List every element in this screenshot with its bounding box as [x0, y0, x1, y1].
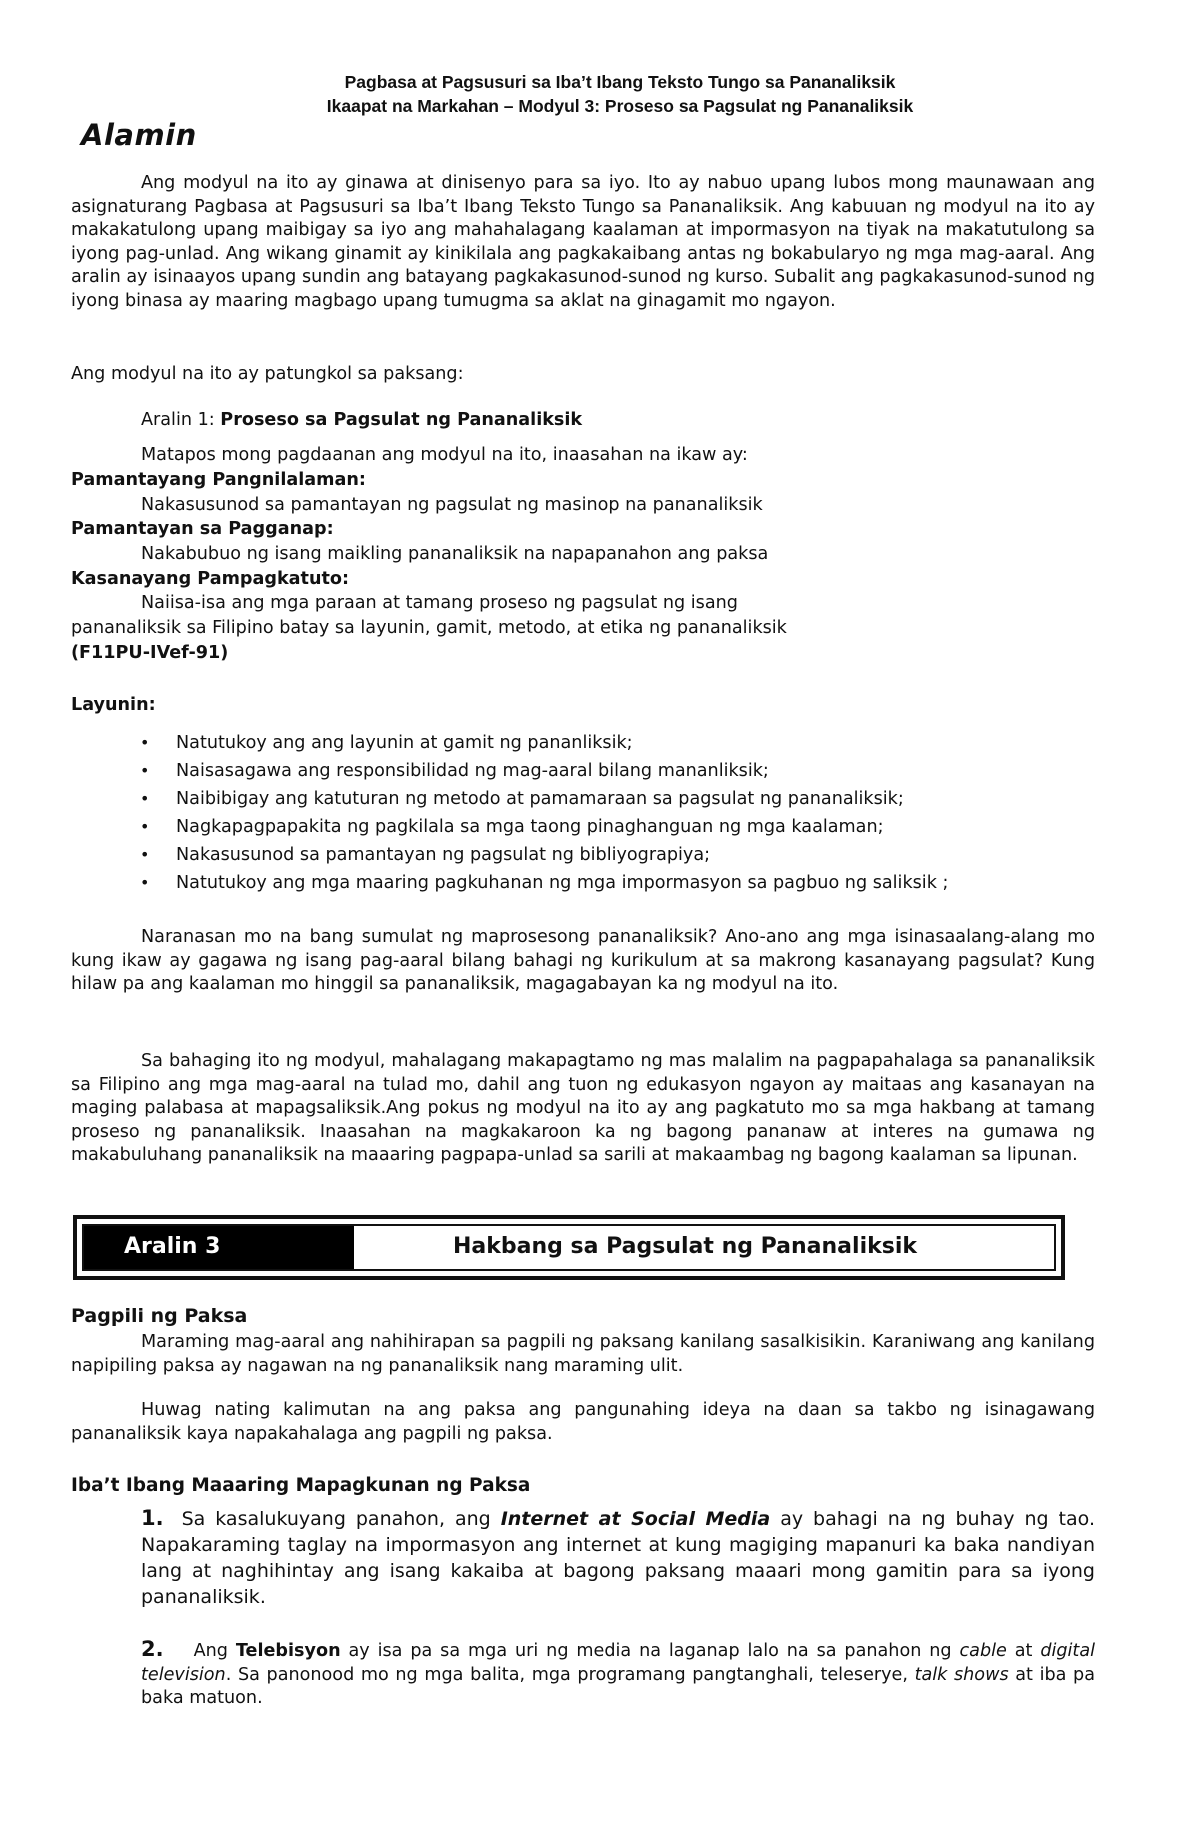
list-item: • Naibibigay ang katuturan ng metodo at pamamaraan sa pagsulat ng pananaliksik; [140, 786, 948, 814]
sources-heading: Iba’t Ibang Maaaring Mapagkunan ng Paksa [71, 1475, 531, 1496]
topic-intro: Ang modyul na ito ay patungkol sa paksang: [71, 364, 464, 384]
list-item: • Natutukoy ang ang layunin at gamit ng pananliksik; [140, 730, 948, 758]
naranasan-paragraph: Naranasan mo na bang sumulat ng maprosesong pananaliksik? Ano-ano ang mga isinasaalang-alang mo kung ikaw ay gagawa ng isang pag-aaral bilang bahagi ng kurikulum at sa makrong kasanayang pagsulat? Kung hilaw pa ang kaalaman mo hinggil sa pananaliksik, magagabayan ka ng modyul na ito. [71, 927, 1095, 994]
aralin1-line [141, 408, 582, 432]
pagpili-paragraph-1: Maraming mag-aaral ang nahihirapan sa pagpili ng paksang kanilang sasalkisikin. Karaniwang ang kanilang napipiling paksa ay nagawan na ng pananaliksik nang maraming ulit. [71, 1332, 1095, 1376]
italic-term: digital television [141, 1641, 1095, 1685]
lesson-banner [73, 1215, 1065, 1280]
italic-term: talk shows [914, 1664, 1009, 1685]
item-text: . Sa panonood mo ng mga balita, mga programang pangtanghali, teleserye, [225, 1664, 915, 1685]
emphasis: Telebisyon [235, 1641, 341, 1661]
header-line-1: Pagbasa at Pagsusuri sa Iba’t Ibang Teksto Tungo sa Pananaliksik [344, 72, 896, 92]
emphasis: Internet at Social Media [500, 1508, 771, 1530]
pagganap-text: Nakabubuo ng isang maikling pananaliksik na napapanahon ang paksa [141, 544, 769, 564]
banner-frame [82, 1224, 1056, 1271]
list-item: • Nagkapagpapakita ng pagkilala sa mga taong pinaghanguan ng mga kaalaman; [140, 814, 948, 842]
layunin-list [140, 730, 948, 898]
banner-label: Aralin 3 [84, 1226, 354, 1269]
item-text: Sa kasalukuyang panahon, ang [181, 1508, 501, 1530]
italic-term: cable [959, 1641, 1007, 1661]
competency-code: (F11PU-IVef-91) [71, 643, 229, 663]
source-item-2 [141, 1638, 1095, 1711]
item-text: at [1006, 1641, 1041, 1661]
item-text: at iba pa baka matuon. [141, 1664, 1095, 1708]
item-text: ay bahagi na ng buhay ng tao. Napakaraming taglay na impormasyon ang internet at kung magiging mapanuri ka baka nandiyan lang at naghihintay ang isang kakaiba at bagong paksang maaari mong gamitin para sa iyong pananaliksik. [141, 1508, 1095, 1608]
pagganap-label: Pamantayan sa Pagganap: [71, 519, 334, 539]
header-line-2: Ikaapat na Markahan – Modyul 3: Proseso sa Pagsulat ng Pananaliksik [326, 96, 914, 116]
item-text: ay isa pa sa mga uri ng media na laganap lalo na sa panahon ng [340, 1641, 960, 1661]
pangnilalaman-text: Nakasusunod sa pamantayan ng pagsulat ng masinop na pananaliksik [141, 495, 763, 515]
aralin1-prefix: Aralin 1: [141, 410, 221, 430]
pagpili-paragraph-2: Huwag nating kalimutan na ang paksa ang pangunahing ideya na daan sa takbo ng isinagawang pananaliksik kaya napakahalaga ang pagpili ng paksa. [71, 1400, 1095, 1444]
pagpili-heading: Pagpili ng Paksa [71, 1305, 248, 1327]
matapos-line: Matapos mong pagdaanan ang modyul na ito, inaasahan na ikaw ay: [141, 445, 748, 465]
list-item: • Natutukoy ang mga maaring pagkuhanan ng mga impormasyon sa pagbuo ng saliksik ; [140, 870, 948, 898]
bahagi-paragraph: Sa bahaging ito ng modyul, mahalagang makapagtamo ng mas malalim na pagpapahalaga sa pananaliksik sa Filipino ang mga mag-aaral na tulad mo, dahil ang tuon ng edukasyon ngayon ay maitaas ang kasanayan na maging palabasa at mapagsaliksik.Ang pokus ng modyul na ito ay ang pagkatuto mo sa mga hakbang at tamang proseso ng pananaliksik. Inaasahan na magkakaroon ka ng bagong pananaw at interes na gumawa ng makabuluhang pananaliksik na maaaring pagpapa-unlad sa sarili at makaambag ng bagong kaalaman sa lipunan. [71, 1051, 1095, 1165]
item-number: 2. [141, 1637, 164, 1661]
kasanayan-label: Kasanayang Pampagkatuto: [71, 569, 350, 589]
banner-title: Hakbang sa Pagsulat ng Pananaliksik [452, 1234, 918, 1259]
kasanayan-line-1: Naiisa-isa ang mga paraan at tamang proseso ng pagsulat ng isang [141, 593, 738, 613]
layunin-label: Layunin: [71, 695, 156, 715]
pangnilalaman-label: Pamantayang Pangnilalaman: [71, 470, 366, 490]
item-text: Ang [193, 1641, 236, 1661]
kasanayan-line-2: pananaliksik sa Filipino batay sa layunin, gamit, metodo, at etika ng pananaliksik [71, 618, 787, 638]
alamin-heading: Alamin [81, 118, 197, 152]
intro-paragraph: Ang modyul na ito ay ginawa at dinisenyo para sa iyo. Ito ay nabuo upang lubos mong maunawaan ang asignaturang Pagbasa at Pagsusuri sa Iba’t Ibang Teksto Tungo sa Pananaliksik. Ang kabuuan ng modyul na ito ay makakatulong upang maibigay sa iyo ang mahahalagang kaalaman at impormasyon na tiyak na makatutulong sa iyong pag-unlad. Ang wikang ginamit ay kinikilala ang pagkakaibang antas ng bokabularyo ng mga mag-aaral. Ang aralin ay isinaayos upang sundin ang batayang pagkakasunod-sunod ng kurso. Subalit ang pagkakasunod-sunod ng iyong binasa ay maaring magbago upang tumugma sa aklat na ginagamit mo ngayon. [71, 173, 1095, 311]
list-item: • Naisasagawa ang responsibilidad ng mag-aaral bilang mananliksik; [140, 758, 948, 786]
aralin1-title: Proseso sa Pagsulat ng Pananaliksik [220, 410, 583, 430]
source-item-1 [141, 1505, 1095, 1610]
item-number: 1. [141, 1506, 164, 1530]
list-item: • Nakasusunod sa pamantayan ng pagsulat ng bibliyograpiya; [140, 842, 948, 870]
